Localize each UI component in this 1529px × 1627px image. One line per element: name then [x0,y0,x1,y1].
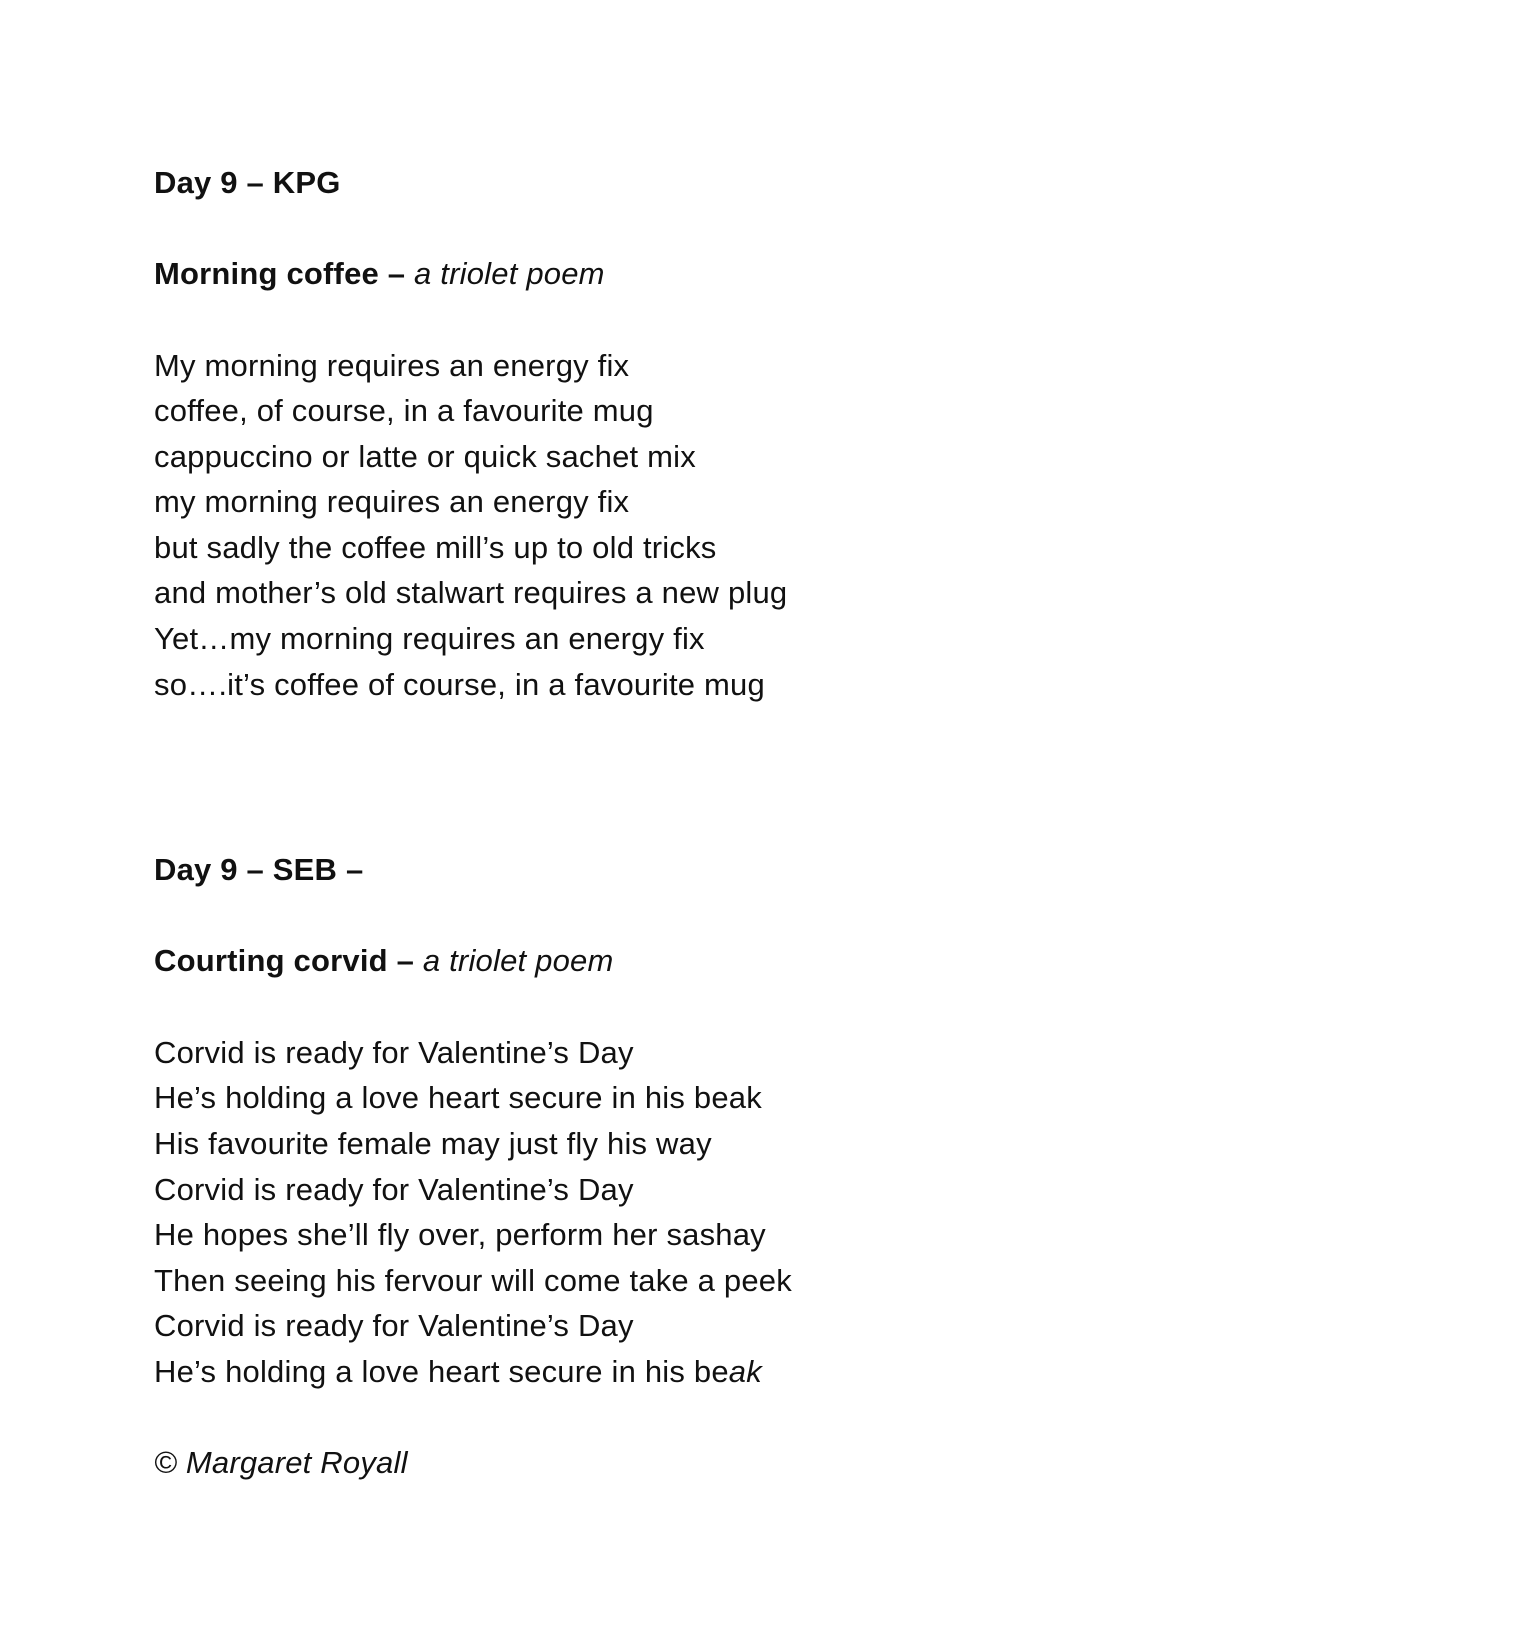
poem-line: Yet…my morning requires an energy fix [154,621,705,656]
section-heading-seb: Day 9 – SEB – [154,852,364,887]
poem-title-bold: Morning coffee – [154,256,406,291]
poem-line-italic-part: ak [728,1354,762,1389]
poem-line: Corvid is ready for Valentine’s Day [154,1172,634,1207]
poem-line: Then seeing his fervour will come take a peek [154,1263,792,1298]
poem-title-bold: Courting corvid – [154,943,415,978]
poem-line: He hopes she’ll fly over, perform her sashay [154,1217,766,1252]
poem-line: but sadly the coffee mill’s up to old tricks [154,530,717,565]
poem-line-last [154,1352,762,1392]
copyright-notice: © Margaret Royall [154,1445,408,1480]
poem-line: cappuccino or latte or quick sachet mix [154,439,696,474]
poem-line: He’s holding a love heart secure in his beak [154,1080,762,1115]
poem-line: coffee, of course, in a favourite mug [154,393,654,428]
poem-title-courting-corvid [154,941,613,981]
poem-line: His favourite female may just fly his way [154,1126,712,1161]
poem-line: Corvid is ready for Valentine’s Day [154,1035,634,1070]
poem-title-morning-coffee [154,254,605,294]
poem-line: my morning requires an energy fix [154,484,630,519]
poem-title-form: a triolet poem [414,256,605,291]
poem-title-form: a triolet poem [422,943,614,978]
poem-line: so….it’s coffee of course, in a favourite mug [154,667,765,702]
document-page [154,0,1454,1627]
poem-line-roman-part: He’s holding a love heart secure in his be [154,1354,729,1389]
section-heading-kpg: Day 9 – KPG [154,165,341,200]
poem-line: and mother’s old stalwart requires a new plug [154,575,788,610]
poem-line: Corvid is ready for Valentine’s Day [154,1308,634,1343]
poem-line: My morning requires an energy fix [154,348,630,383]
